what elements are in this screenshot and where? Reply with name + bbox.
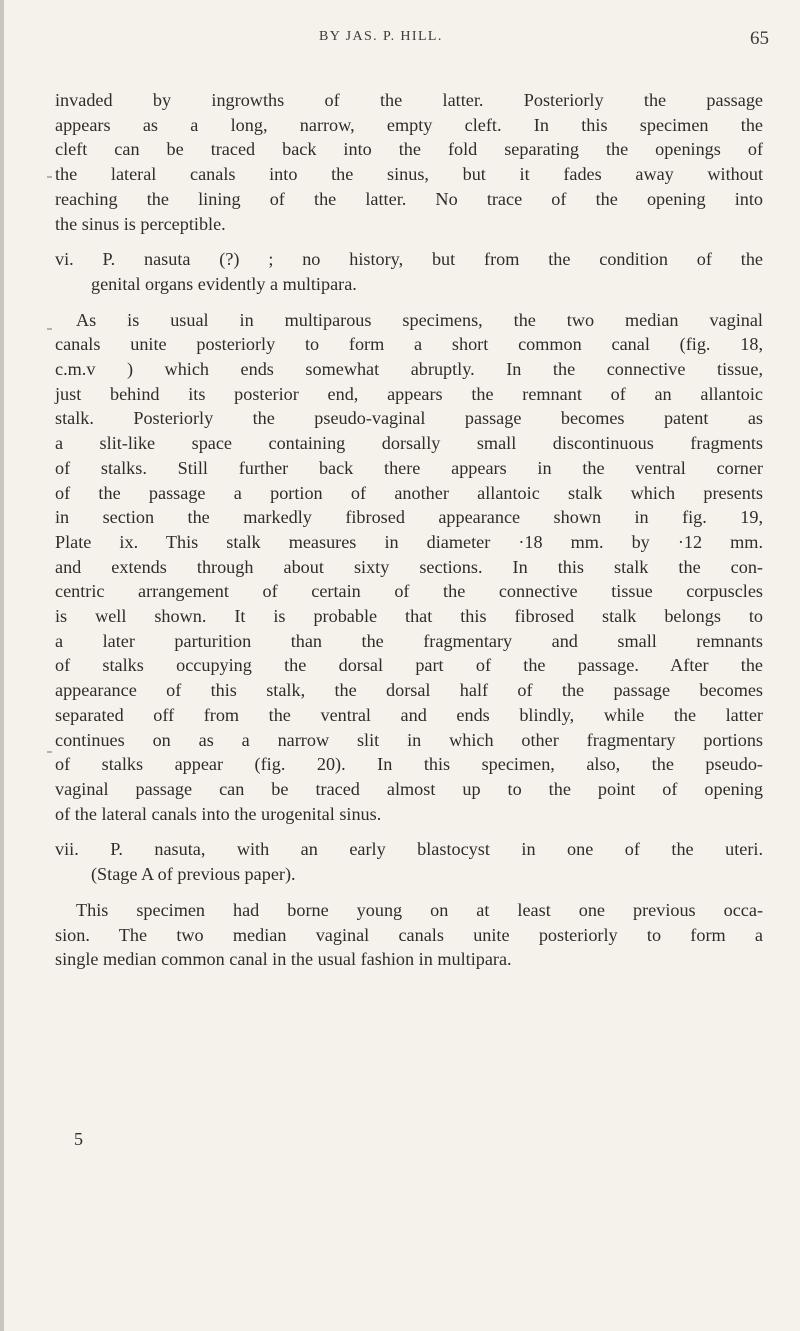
margin-mark bbox=[47, 751, 52, 753]
margin-mark bbox=[47, 176, 52, 178]
text-line: appearance of this stalk, the dorsal half of the passage becomes bbox=[55, 680, 763, 701]
section-heading-vii-line-2: (Stage A of previous paper). bbox=[91, 864, 296, 885]
text-line: cleft can be traced back into the fold separating the openings of bbox=[55, 139, 763, 160]
text-line: continues on as a narrow slit in which other fragmentary portions bbox=[55, 729, 763, 750]
text-line: in section the markedly fibrosed appearance shown in fig. 19, bbox=[55, 507, 763, 528]
text-line: sion. The two median vaginal canals unite posteriorly to form a bbox=[55, 924, 763, 945]
text-line: of stalks occupying the dorsal part of the passage. After the bbox=[55, 655, 763, 676]
text-line: stalk. Posteriorly the pseudo-vaginal passage becomes patent as bbox=[55, 408, 763, 429]
text-line: Plate ix. This stalk measures in diameter ·18 mm. by ·12 mm. bbox=[55, 531, 763, 552]
paragraph-gap bbox=[55, 297, 763, 308]
text-line: c.m.v ) which ends somewhat abruptly. In the connective tissue, bbox=[55, 359, 763, 380]
text-line: a slit-like space containing dorsally small discontinuous fragments bbox=[55, 433, 763, 454]
text-line: is well shown. It is probable that this fibrosed stalk belongs to bbox=[55, 606, 763, 627]
text-line: and extends through about sixty sections. In this stalk the con- bbox=[55, 556, 763, 577]
signature-mark: 5 bbox=[74, 1129, 83, 1149]
text-line: canals unite posteriorly to form a short common canal (fig. 18, bbox=[55, 334, 763, 355]
section-heading-vii-line-1: vii. P. nasuta, with an early blastocyst in one of the uteri. bbox=[55, 839, 763, 860]
running-header bbox=[0, 29, 800, 53]
page-edge-shadow bbox=[0, 0, 4, 1331]
paragraph-gap bbox=[55, 826, 763, 837]
text-line: the sinus is perceptible. bbox=[55, 213, 226, 234]
text-line: As is usual in multiparous specimens, the two median vaginal bbox=[76, 309, 763, 330]
text-line: the lateral canals into the sinus, but it fades away without bbox=[55, 164, 763, 185]
text-line: separated off from the ventral and ends blindly, while the latter bbox=[55, 704, 763, 725]
section-heading-vi-line-2: genital organs evidently a multipara. bbox=[91, 273, 357, 294]
text-line: single median common canal in the usual fashion in multipara. bbox=[55, 949, 512, 970]
section-heading-vi-line-1: vi. P. nasuta (?) ; no history, but from the condition of the bbox=[55, 249, 763, 270]
text-line: invaded by ingrowths of the latter. Posteriorly the passage bbox=[55, 90, 763, 110]
text-line: of the lateral canals into the urogenital sinus. bbox=[55, 803, 382, 824]
text-line: a later parturition than the fragmentary and small remnants bbox=[55, 630, 763, 651]
paragraph-gap bbox=[55, 236, 763, 247]
body-text bbox=[55, 88, 763, 972]
text-line: of stalks. Still further back there appears in the ventral corner bbox=[55, 457, 763, 478]
page-number: 65 bbox=[750, 28, 769, 49]
running-title: BY JAS. P. HILL. bbox=[319, 29, 443, 44]
text-line: reaching the lining of the latter. No trace of the opening into bbox=[55, 188, 763, 209]
margin-mark bbox=[47, 328, 52, 330]
text-line: vaginal passage can be traced almost up to the point of opening bbox=[55, 778, 763, 799]
text-line: This specimen had borne young on at least one previous occa- bbox=[76, 899, 763, 920]
text-line: just behind its posterior end, appears the remnant of an allantoic bbox=[55, 383, 763, 404]
paragraph-gap bbox=[55, 887, 763, 898]
text-line: centric arrangement of certain of the connective tissue corpuscles bbox=[55, 581, 763, 602]
text-line: of the passage a portion of another allantoic stalk which presents bbox=[55, 482, 763, 503]
text-line: of stalks appear (fig. 20). In this specimen, also, the pseudo- bbox=[55, 754, 763, 775]
text-line: appears as a long, narrow, empty cleft. In this specimen the bbox=[55, 114, 763, 135]
